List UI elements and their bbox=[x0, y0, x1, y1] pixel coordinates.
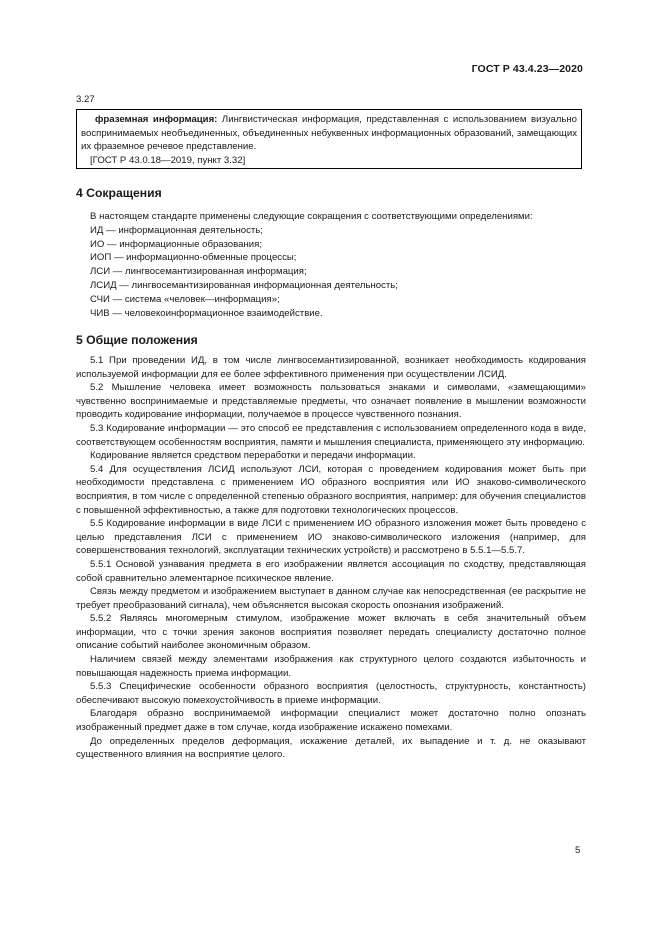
abbreviation-item: ИД — информационная деятельность; bbox=[90, 224, 263, 236]
paragraph: 5.3 Кодирование информации — это способ ее представления с использованием определенного кода в виде, соответствующем особенностям восприятия, памяти и мышления специалиста, применяющего эту информацию. bbox=[76, 422, 586, 448]
abbreviations-list bbox=[76, 210, 586, 320]
paragraph: Благодаря образно воспринимаемой информации специалист может достаточно полно опознать изображенный предмет даже в том случае, когда изображение искажено помехами. bbox=[76, 708, 586, 734]
paragraph: Связь между предметом и изображением выступает в данном случае как непосредственная (ее раскрытие не требует преобразований сигнала), чем объясняется высокая скорость опознания изображений. bbox=[76, 586, 586, 611]
abbreviation-item: ИОП — информационно-обменные процессы; bbox=[90, 252, 297, 264]
paragraph: 5.5.2 Являясь многомерным стимулом, изображение может включать в себя значительный объем информации, что с точки зрения законов восприятия позволяет передать специалисту достаточно полное описание событий наиболее экономичным образом. bbox=[76, 613, 586, 652]
paragraph: 5.5 Кодирование информации в виде ЛСИ с применением ИО образного изложения может быть проведено с целью представления ЛСИ с применением ИО знаково-символического изложения (например, для совершенствования технологий, эксплуатации технических устройств) и рассмотрено в 5.5.1—5.5.7. bbox=[76, 518, 586, 557]
term-definition: Лингвистическая информация, представленная с использованием визуально воспринимаемых необъединенных, объединенных небуквенных информационных образований, замещающих их фраземное речевое представление. bbox=[81, 114, 578, 152]
abbreviation-item: ЧИВ — человекоинформационное взаимодействие. bbox=[90, 307, 323, 319]
paragraph: Кодирование является средством переработки и передачи информации. bbox=[90, 450, 416, 462]
paragraph: 5.2 Мышление человека имеет возможность пользоваться знаками и символами, «замещающими» чувственно воспринимаемые и представляемые предметы, что означает появление в мышлении возможности проводить кодирование информации, получаемое в процессе чувственного познания. bbox=[76, 382, 586, 421]
section-5-title: 5 Общие положения bbox=[76, 333, 198, 347]
term-reference: [ГОСТ Р 43.0.18—2019, пункт 3.32] bbox=[90, 154, 246, 166]
section-4-title: 4 Сокращения bbox=[76, 186, 162, 200]
term-number: 3.27 bbox=[76, 94, 95, 105]
term-definition-text bbox=[81, 113, 577, 154]
paragraph: До определенных пределов деформация, искажение деталей, их выпадение и т. д. не оказывают существенного влияния на восприятие целого. bbox=[76, 735, 586, 761]
abbreviation-item: ЛСИД — лингвосемантизированная информационная деятельность; bbox=[90, 279, 398, 291]
paragraph: 5.5.3 Специфические особенности образного восприятия (целостность, структурность, константность) обеспечивают высокую помехоустойчивость в приеме информации. bbox=[76, 681, 586, 706]
page-number: 5 bbox=[575, 845, 581, 856]
abbreviation-item: ЛСИ — лингвосемантизированная информация; bbox=[90, 266, 307, 278]
document-code-header: ГОСТ Р 43.4.23—2020 bbox=[471, 63, 583, 75]
abbreviations-intro: В настоящем стандарте применены следующие сокращения с соответствующими определениями: bbox=[90, 211, 533, 222]
abbreviation-item: СЧИ — система «человек—информация»; bbox=[90, 293, 280, 305]
section-5-body bbox=[76, 354, 586, 762]
paragraph: 5.1 При проведении ИД, в том числе лингвосемантизированной, возникает необходимость кодирования используемой информации для ее более эффективного применения при осуществлении ЛСИД. bbox=[76, 355, 586, 380]
abbreviation-item: ИО — информационные образования; bbox=[90, 238, 262, 250]
term-definition-box bbox=[76, 109, 582, 169]
term-name: фраземная информация: bbox=[95, 114, 218, 125]
paragraph: 5.5.1 Основой узнавания предмета в его изображении является ассоциация по сходству, представляющая собой сравнительно элементарное психическое явление. bbox=[76, 558, 586, 584]
paragraph: Наличием связей между элементами изображения как структурного целого создаются избыточность и повышающая надежность приема информации. bbox=[76, 654, 586, 679]
paragraph: 5.4 Для осуществления ЛСИД используют ЛСИ, которая с проведением кодирования может быть при необходимости представлена с применением ИО образного восприятия или ИО знаково-символического восприятия, в том числе с определенной степенью образного восприятия, например: для обучения специалистов с повышенной эффективностью, а также для подготовки технологических процессов. bbox=[76, 463, 586, 516]
